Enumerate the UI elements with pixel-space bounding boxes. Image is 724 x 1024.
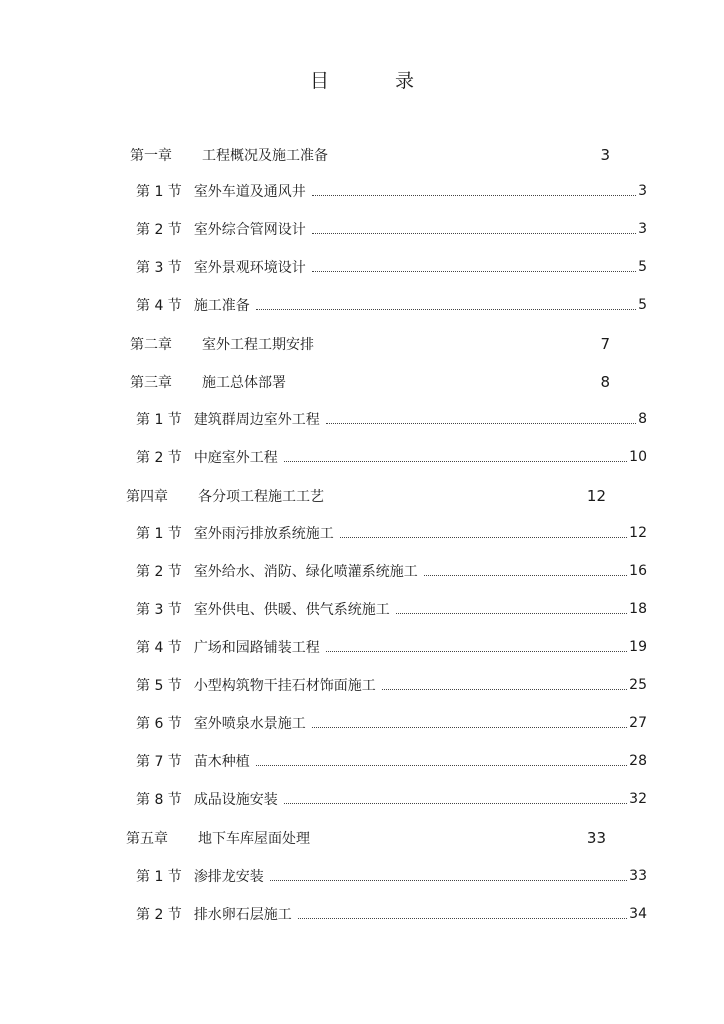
section-title: 室外喷泉水景施工 (193, 716, 306, 732)
section-label: 第 7 节 (136, 754, 182, 770)
dot-leader (396, 613, 627, 614)
toc-chapter-3[interactable] (130, 371, 610, 393)
toc-section-4-3[interactable] (136, 598, 647, 620)
dot-leader (298, 918, 627, 919)
page-number: 27 (629, 715, 647, 731)
section-title: 施工准备 (193, 298, 250, 314)
dot-leader (312, 195, 636, 196)
page-number: 3 (600, 146, 610, 164)
dot-leader (270, 880, 627, 881)
section-label: 第 2 节 (136, 907, 182, 923)
section-label: 第 2 节 (136, 450, 182, 466)
section-title: 室外雨污排放系统施工 (193, 526, 334, 542)
section-title: 广场和园路铺装工程 (193, 640, 320, 656)
section-label: 第 1 节 (136, 184, 182, 200)
toc-section-4-8[interactable] (136, 788, 647, 810)
toc-section-4-4[interactable] (136, 636, 647, 658)
section-title: 室外景观环境设计 (193, 260, 306, 276)
chapter-label: 第三章 (130, 375, 172, 391)
toc-section-4-2[interactable] (136, 560, 647, 582)
page-number: 7 (600, 335, 610, 353)
section-label: 第 3 节 (136, 260, 182, 276)
section-title: 室外综合管网设计 (193, 222, 306, 238)
page-number: 19 (629, 639, 647, 655)
dot-leader (312, 727, 627, 728)
section-label: 第 2 节 (136, 222, 182, 238)
chapter-label: 第四章 (126, 489, 168, 505)
section-label: 第 4 节 (136, 640, 182, 656)
section-label: 第 4 节 (136, 298, 182, 314)
page-number: 32 (629, 791, 647, 807)
section-label: 第 1 节 (136, 869, 182, 885)
page-number: 25 (629, 677, 647, 693)
page-number: 34 (629, 906, 647, 922)
toc-section-5-2[interactable] (136, 903, 647, 925)
page-number: 10 (629, 449, 647, 465)
toc-chapter-2[interactable] (130, 333, 610, 355)
toc-section-4-6[interactable] (136, 712, 647, 734)
page-number: 33 (629, 868, 647, 884)
dot-leader (312, 233, 636, 234)
toc-section-3-1[interactable] (136, 408, 647, 430)
page-number: 3 (638, 221, 647, 237)
toc-chapter-5[interactable] (126, 827, 606, 849)
page-number: 8 (600, 373, 610, 391)
toc-section-5-1[interactable] (136, 865, 647, 887)
dot-leader (382, 689, 627, 690)
section-label: 第 1 节 (136, 412, 182, 428)
page-number: 8 (638, 411, 647, 427)
page-title: 目 录 (309, 70, 445, 92)
toc-section-3-2[interactable] (136, 446, 647, 468)
toc-section-1-3[interactable] (136, 256, 647, 278)
page-number: 33 (586, 829, 606, 847)
dot-leader (256, 765, 627, 766)
dot-leader (284, 461, 627, 462)
toc-section-4-5[interactable] (136, 674, 647, 696)
section-title: 苗木种植 (193, 754, 250, 770)
chapter-title: 施工总体部署 (202, 375, 286, 391)
section-title: 室外给水、消防、绿化喷灌系统施工 (193, 564, 418, 580)
page-number: 5 (638, 259, 647, 275)
page-number: 28 (629, 753, 647, 769)
section-title: 室外车道及通风井 (193, 184, 306, 200)
dot-leader (284, 803, 627, 804)
dot-leader (256, 309, 636, 310)
toc-chapter-4[interactable] (126, 485, 606, 507)
dot-leader (424, 575, 627, 576)
chapter-label: 第一章 (130, 148, 172, 164)
section-title: 小型构筑物干挂石材饰面施工 (193, 678, 376, 694)
toc-section-4-7[interactable] (136, 750, 647, 772)
toc-section-1-4[interactable] (136, 294, 647, 316)
section-label: 第 8 节 (136, 792, 182, 808)
chapter-label: 第二章 (130, 337, 172, 353)
section-title: 建筑群周边室外工程 (193, 412, 320, 428)
section-label: 第 6 节 (136, 716, 182, 732)
chapter-title: 工程概况及施工准备 (202, 148, 328, 164)
section-label: 第 1 节 (136, 526, 182, 542)
page-number: 5 (638, 297, 647, 313)
section-label: 第 5 节 (136, 678, 182, 694)
page-number: 16 (629, 563, 647, 579)
section-title: 中庭室外工程 (193, 450, 278, 466)
section-title: 排水卵石层施工 (193, 907, 292, 923)
toc-section-4-1[interactable] (136, 522, 647, 544)
chapter-title: 地下车库屋面处理 (198, 831, 310, 847)
toc-section-1-2[interactable] (136, 218, 647, 240)
dot-leader (326, 423, 636, 424)
toc-section-1-1[interactable] (136, 180, 647, 202)
section-title: 渗排龙安装 (193, 869, 264, 885)
dot-leader (326, 651, 627, 652)
chapter-title: 各分项工程施工工艺 (198, 489, 324, 505)
page-number: 18 (629, 601, 647, 617)
page-number: 12 (586, 487, 606, 505)
toc-chapter-1[interactable] (130, 144, 610, 166)
dot-leader (340, 537, 627, 538)
chapter-label: 第五章 (126, 831, 168, 847)
section-title: 室外供电、供暖、供气系统施工 (193, 602, 390, 618)
section-label: 第 3 节 (136, 602, 182, 618)
page-number: 12 (629, 525, 647, 541)
section-label: 第 2 节 (136, 564, 182, 580)
section-title: 成品设施安装 (193, 792, 278, 808)
chapter-title: 室外工程工期安排 (202, 337, 314, 353)
dot-leader (312, 271, 636, 272)
page-number: 3 (638, 183, 647, 199)
